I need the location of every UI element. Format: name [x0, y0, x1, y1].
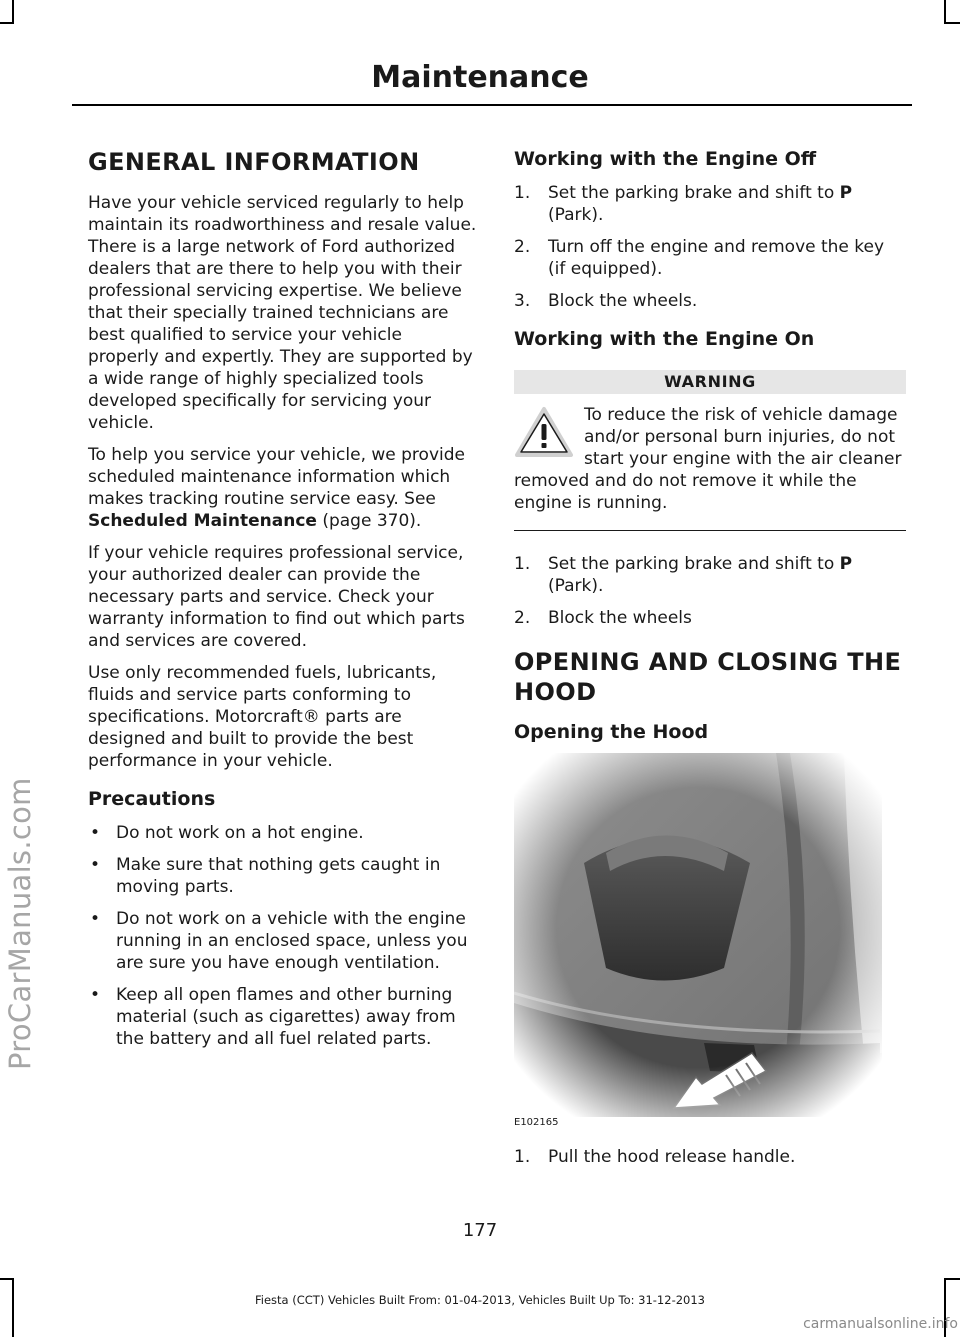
right-column — [514, 146, 906, 1168]
list-item — [88, 908, 478, 974]
list-item — [514, 553, 906, 597]
footer-vehicle-info: Fiesta (CCT) Vehicles Built From: 01-04-2013, Vehicles Built Up To: 31-12-2013 — [255, 1293, 705, 1307]
step-number: 1. — [514, 183, 531, 203]
page-reference: (page 370). — [316, 511, 422, 531]
step-text: Block the wheels. — [548, 291, 698, 311]
list-item — [88, 822, 478, 844]
side-watermark: ProCarManuals.com — [3, 777, 37, 1070]
heading-line: HOOD — [514, 678, 597, 706]
engine-off-steps — [514, 182, 906, 312]
crop-mark — [12, 1278, 14, 1337]
engine-on-steps — [514, 553, 906, 629]
engine-on-heading: Working with the Engine On — [514, 328, 815, 350]
list-item — [88, 984, 478, 1050]
bullet: • — [90, 985, 101, 1005]
list-item — [514, 182, 906, 226]
step-text-bold: P — [839, 183, 853, 203]
precautions-list — [88, 822, 478, 1050]
bullet: • — [90, 909, 101, 929]
crop-mark — [944, 1278, 960, 1280]
precautions-heading: Precautions — [88, 788, 216, 810]
scheduled-maintenance-link[interactable]: Scheduled Maintenance — [88, 511, 317, 531]
site-watermark: carmanualsonline.info — [803, 1316, 958, 1332]
figure-code: E102165 — [514, 1117, 559, 1128]
paragraph-scheduled-maintenance — [88, 444, 478, 532]
general-information-heading: GENERAL INFORMATION — [88, 148, 420, 176]
step-text-bold: P — [839, 554, 853, 574]
step-text: Set the parking brake and shift to — [548, 183, 840, 203]
header-divider — [72, 104, 912, 106]
paragraph-professional-service: If your vehicle requires professional service, your authorized dealer can provide the necessary parts and service. Check your warranty information to find out which parts and services are covered. — [88, 543, 465, 651]
list-item — [514, 607, 906, 629]
hood-release-photo — [514, 753, 882, 1117]
opening-closing-hood-heading — [514, 647, 906, 707]
step-number: 1. — [514, 1147, 531, 1167]
step-text: Block the wheels — [548, 608, 692, 628]
crop-mark — [0, 22, 14, 24]
page-header-title: Maintenance — [371, 60, 589, 95]
list-item-text: Do not work on a hot engine. — [116, 823, 364, 843]
list-item — [514, 1146, 906, 1168]
list-item-text: Keep all open flames and other burning material (such as cigarettes) away from the battery and all fuel related parts. — [116, 985, 456, 1049]
list-item-text: Make sure that nothing gets caught in moving parts. — [116, 855, 441, 897]
heading-line: OPENING AND CLOSING THE — [514, 648, 902, 676]
list-item-text: Do not work on a vehicle with the engine running in an enclosed space, unless you are sure you have enough ventilation. — [116, 909, 468, 973]
hood-steps — [514, 1146, 906, 1168]
list-item — [514, 290, 906, 312]
engine-off-heading: Working with the Engine Off — [514, 148, 817, 170]
paragraph-service-regularly: Have your vehicle serviced regularly to help maintain its roadworthiness and resale value. There is a large network of Ford authorized dealers that are there to help you with their professional servicing expertise. We believe that their specially trained technicians are best qualified to service your vehicle properly and expertly. They are supported by a wide range of highly specialized tools developed specifically for servicing your vehicle. — [88, 193, 477, 433]
step-text: Turn off the engine and remove the key (if equipped). — [548, 237, 885, 279]
paragraph-recommended-fuels: Use only recommended fuels, lubricants, fluids and service parts conforming to specifications. Motorcraft® parts are designed and built to provide the best performance in your vehicle. — [88, 663, 437, 771]
page-number: 177 — [462, 1220, 498, 1241]
hood-release-illustration — [514, 753, 882, 1117]
step-number: 1. — [514, 554, 531, 574]
opening-hood-heading: Opening the Hood — [514, 721, 709, 743]
step-text: Set the parking brake and shift to — [548, 554, 840, 574]
crop-mark — [12, 0, 14, 22]
step-number: 2. — [514, 237, 531, 257]
warning-box — [514, 370, 906, 531]
step-text-after: (Park). — [548, 205, 604, 225]
list-item — [514, 236, 906, 280]
warning-title: WARNING — [514, 370, 906, 394]
crop-mark — [0, 1278, 14, 1280]
step-text: Pull the hood release handle. — [548, 1147, 796, 1167]
list-item — [88, 854, 478, 898]
bullet: • — [90, 855, 101, 875]
warning-triangle-icon — [514, 406, 574, 458]
step-number: 2. — [514, 608, 531, 628]
paragraph-text: To help you service your vehicle, we provide scheduled maintenance information which makes tracking routine service easy. See — [88, 445, 465, 509]
bullet: • — [90, 823, 101, 843]
left-column — [88, 146, 478, 1050]
crop-mark — [944, 0, 946, 22]
warning-text: To reduce the risk of vehicle damage and/or personal burn injuries, do not start your engine with the air cleaner removed and do not remove it while the engine is running. — [514, 405, 902, 513]
step-number: 3. — [514, 291, 531, 311]
crop-mark — [944, 22, 960, 24]
warning-body — [514, 394, 906, 530]
step-text-after: (Park). — [548, 576, 604, 596]
